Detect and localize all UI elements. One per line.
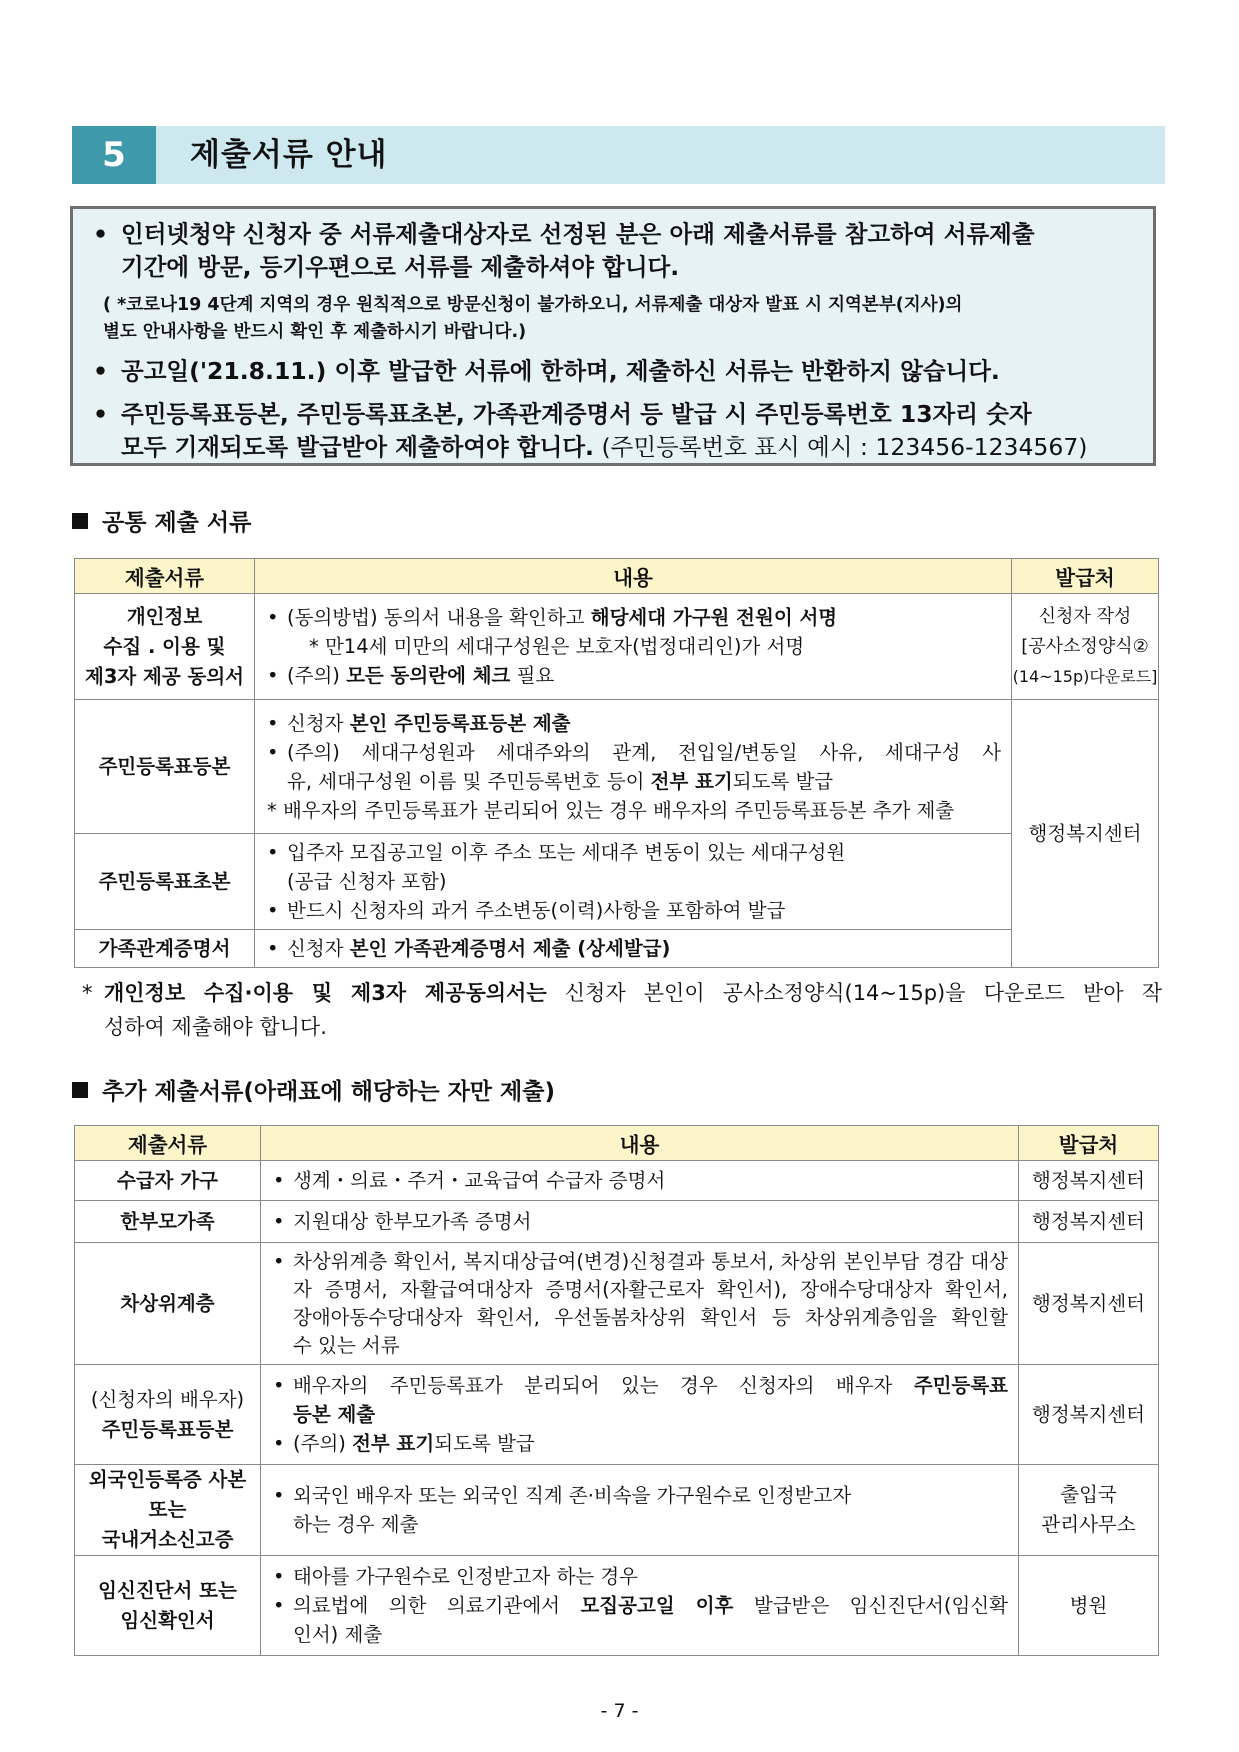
notice-item-1-line-2: 기간에 방문, 등기우편으로 서류를 제출하셔야 합니다. bbox=[121, 253, 680, 281]
content-line bbox=[273, 1429, 1008, 1458]
content-line bbox=[267, 934, 1001, 963]
text: 배우자의 주민등록표가 분리되어 있는 경우 신청자의 배우자 bbox=[293, 1374, 914, 1397]
content-single-parent bbox=[261, 1201, 1019, 1243]
doc-family-relation: 가족관계증명서 bbox=[75, 930, 255, 968]
issuer-line: [공사소정양식② bbox=[1021, 635, 1149, 657]
bold-text: 모든 동의란에 체크 bbox=[346, 664, 511, 687]
issuer-line: 신청자 작성 bbox=[1038, 605, 1132, 627]
doc-line: (신청자의 배우자) bbox=[90, 1387, 245, 1411]
bold-text: 해당세대 가구원 전원이 서명 bbox=[590, 606, 838, 629]
content-line: (공급 신청자 포함) bbox=[287, 870, 447, 893]
table-row bbox=[75, 1201, 1159, 1243]
header-doc: 제출서류 bbox=[75, 1126, 261, 1161]
bullet-icon: • bbox=[93, 400, 109, 428]
notice-item-3-example: (주민등록번호 표시 예시 : 123456-1234567) bbox=[593, 433, 1088, 461]
issuer-line: 출입국 bbox=[1060, 1483, 1117, 1506]
common-docs-heading bbox=[72, 504, 251, 537]
issuer-line: 관리사무소 bbox=[1041, 1513, 1136, 1536]
notice-item-3-line-1: 주민등록표등본, 주민등록표초본, 가족관계증명서 등 발급 시 주민등록번호 13자리 숫자 bbox=[121, 400, 1032, 428]
section-number: 5 bbox=[72, 126, 156, 184]
footnote-mark: * bbox=[82, 981, 93, 1005]
bold-text: 전부 표기 bbox=[650, 769, 733, 793]
text: 신청자 bbox=[287, 937, 350, 960]
doc-consent bbox=[75, 594, 255, 700]
text: 발급받은 임신진단서(임신확 bbox=[733, 1594, 1008, 1617]
content-recipient bbox=[261, 1161, 1019, 1201]
content-family-relation bbox=[255, 930, 1012, 968]
footnote-line-1 bbox=[104, 976, 1162, 1010]
content-line: • 지원대상 한부모가족 증명서 bbox=[273, 1207, 1008, 1236]
content-spouse-resident-copy bbox=[261, 1365, 1019, 1465]
text: 신청자 본인이 공사소정양식(14~15p)을 다운로드 받아 작 bbox=[546, 981, 1162, 1005]
bold-text: 등본 제출 bbox=[293, 1403, 376, 1426]
header-doc: 제출서류 bbox=[75, 559, 255, 594]
doc-line: 외국인등록증 사본 bbox=[88, 1468, 247, 1491]
notice-subnote bbox=[103, 292, 1123, 346]
header-content: 내용 bbox=[255, 559, 1012, 594]
doc-resident-abstract: 주민등록표초본 bbox=[75, 834, 255, 930]
doc-line: 수집 . 이용 및 bbox=[103, 634, 226, 658]
table-row bbox=[75, 1161, 1159, 1201]
content-line: 수 있는 서류 bbox=[293, 1333, 400, 1357]
text: 유, 세대구성원 이름 및 주민등록번호 등이 bbox=[287, 769, 651, 793]
doc-pregnancy bbox=[75, 1556, 261, 1656]
content-line: • 입주자 모집공고일 이후 주소 또는 세대주 변동이 있는 세대구성원 bbox=[267, 838, 1001, 867]
notice-subnote-line-2: 별도 안내사항을 반드시 확인 후 제출하시기 바랍니다.) bbox=[103, 322, 527, 342]
section-header bbox=[72, 126, 1165, 184]
table-row bbox=[75, 594, 1159, 700]
text: 필요 bbox=[510, 664, 555, 687]
content-line: • 차상위계층 확인서, 복지대상급여(변경)신청결과 통보서, 차상위 본인부담 경감 대상 bbox=[273, 1248, 1008, 1276]
square-bullet-icon bbox=[72, 1082, 88, 1098]
text: 신청자 bbox=[287, 711, 350, 735]
bullet-icon: • bbox=[93, 357, 109, 385]
header-issuer: 발급처 bbox=[1012, 559, 1159, 594]
content-line: * 만14세 미만의 세대구성원은 보호자(법정대리인)가 서명 bbox=[309, 635, 805, 658]
table-row bbox=[75, 700, 1159, 834]
content-resident-abstract bbox=[255, 834, 1012, 930]
issuer-near-poverty: 행정복지센터 bbox=[1019, 1243, 1159, 1365]
doc-single-parent: 한부모가족 bbox=[75, 1201, 261, 1243]
bold-text: 주민등록표 bbox=[913, 1374, 1008, 1397]
notice-subnote-line-1: ( *코로나19 4단계 지역의 경우 원칙적으로 방문신청이 불가하오니, 서류제출 대상자 발표 시 지역본부(지사)의 bbox=[103, 295, 963, 315]
issuer-line: (14~15p)다운로드] bbox=[1012, 666, 1158, 686]
header-issuer: 발급처 bbox=[1019, 1126, 1159, 1161]
content-line: • 태아를 가구원수로 인정받고자 하는 경우 bbox=[273, 1562, 1008, 1591]
content-near-poverty bbox=[261, 1243, 1019, 1365]
content-resident-copy bbox=[255, 700, 1012, 834]
bullet-icon: • bbox=[93, 220, 109, 248]
text: 되도록 발급 bbox=[434, 1432, 535, 1455]
notice-item-2-text: 공고일('21.8.11.) 이후 발급한 서류에 한하며, 제출하신 서류는 반환하지 않습니다. bbox=[121, 357, 1000, 385]
content-line: 인서) 제출 bbox=[293, 1623, 383, 1646]
issuer-spouse-resident-copy: 행정복지센터 bbox=[1019, 1365, 1159, 1465]
notice-item-3-line-2-bold: 모두 기재되도록 발급받아 제출하여야 합니다. bbox=[121, 433, 594, 461]
content-pregnancy bbox=[261, 1556, 1019, 1656]
doc-line: 주민등록표등본 bbox=[101, 1417, 234, 1441]
issuer-immigration bbox=[1019, 1465, 1159, 1556]
doc-recipient: 수급자 가구 bbox=[75, 1161, 261, 1201]
content-line: * 배우자의 주민등록표가 분리되어 있는 경우 배우자의 주민등록표등본 추가 제출 bbox=[267, 798, 955, 822]
table-header-row bbox=[75, 559, 1159, 594]
content-consent bbox=[255, 594, 1012, 700]
issuer-welfare-center: 행정복지센터 bbox=[1012, 700, 1159, 968]
table-row bbox=[75, 1243, 1159, 1365]
header-content: 내용 bbox=[261, 1126, 1019, 1161]
content-line: • 생계・의료・주거・교육급여 수급자 증명서 bbox=[273, 1166, 1008, 1195]
content-line: 장애아동수당대상자 확인서, 우선돌봄차상위 확인서 등 차상위계층임을 확인할 bbox=[293, 1305, 1008, 1329]
doc-foreigner-registration bbox=[75, 1465, 261, 1556]
content-line: 하는 경우 제출 bbox=[293, 1513, 419, 1536]
section-title: 제출서류 안내 bbox=[190, 137, 388, 173]
content-foreigner-registration bbox=[261, 1465, 1019, 1556]
content-line bbox=[267, 709, 1001, 738]
footnote-line-2: 성하여 제출해야 합니다. bbox=[104, 1015, 327, 1039]
doc-line: 또는 bbox=[148, 1498, 187, 1521]
content-line: 자 증명서, 자활급여대상자 증명서(자활근로자 확인서), 장애수당대상자 확인서, bbox=[293, 1277, 1008, 1301]
extra-docs-heading bbox=[72, 1073, 555, 1106]
doc-line: 개인정보 bbox=[126, 604, 203, 628]
text: 의료법에 의한 의료기관에서 bbox=[293, 1594, 581, 1617]
content-line: • (주의) 세대구성원과 세대주와의 관계, 전입일/변동일 사유, 세대구성 사 bbox=[267, 738, 1001, 767]
extra-docs-heading-text: 추가 제출서류(아래표에 해당하는 자만 제출) bbox=[102, 1079, 555, 1105]
content-line: • 외국인 배우자 또는 외국인 직계 존·비속을 가구원수로 인정받고자 bbox=[273, 1481, 1008, 1510]
bold-text: 전부 표기 bbox=[352, 1432, 435, 1455]
square-bullet-icon bbox=[72, 513, 88, 529]
doc-near-poverty: 차상위계층 bbox=[75, 1243, 261, 1365]
issuer-recipient: 행정복지센터 bbox=[1019, 1161, 1159, 1201]
common-docs-table bbox=[74, 558, 1159, 968]
common-docs-heading-text: 공통 제출 서류 bbox=[102, 510, 252, 536]
text: 되도록 발급 bbox=[732, 769, 834, 793]
bold-text: 모집공고일 이후 bbox=[580, 1594, 734, 1617]
page-number: - 7 - bbox=[600, 1700, 639, 1722]
text: (주의) bbox=[293, 1432, 353, 1455]
issuer-consent bbox=[1012, 594, 1159, 700]
content-line bbox=[267, 603, 1001, 632]
bold-text: 개인정보 수집·이용 및 제3자 제공동의서는 bbox=[104, 981, 547, 1005]
table-row bbox=[75, 1556, 1159, 1656]
issuer-single-parent: 행정복지센터 bbox=[1019, 1201, 1159, 1243]
notice-item-1-line-1: 인터넷청약 신청자 중 서류제출대상자로 선정된 분은 아래 제출서류를 참고하여 서류제출 bbox=[121, 220, 1035, 248]
table-row bbox=[75, 1465, 1159, 1556]
doc-line: 임신진단서 또는 bbox=[98, 1578, 237, 1602]
content-line bbox=[267, 661, 1001, 690]
doc-line: 제3자 제공 동의서 bbox=[84, 664, 244, 688]
doc-resident-copy: 주민등록표등본 bbox=[75, 700, 255, 834]
notice-box bbox=[70, 206, 1156, 466]
content-line bbox=[273, 1371, 1008, 1400]
doc-line: 임신확인서 bbox=[120, 1608, 215, 1632]
text: (동의방법) 동의서 내용을 확인하고 bbox=[287, 606, 591, 629]
content-line bbox=[267, 767, 1001, 796]
doc-spouse-resident-copy bbox=[75, 1365, 261, 1465]
content-line: • 반드시 신청자의 과거 주소변동(이력)사항을 포함하여 발급 bbox=[267, 896, 1001, 925]
table-header-row bbox=[75, 1126, 1159, 1161]
extra-docs-table bbox=[74, 1125, 1159, 1656]
text: (주의) bbox=[287, 664, 347, 687]
issuer-hospital: 병원 bbox=[1019, 1556, 1159, 1656]
content-line bbox=[273, 1591, 1008, 1620]
bold-text: 본인 주민등록표등본 제출 bbox=[349, 711, 571, 735]
doc-line: 국내거소신고증 bbox=[101, 1528, 234, 1551]
bold-text: 본인 가족관계증명서 제출 (상세발급) bbox=[349, 937, 671, 960]
table-row bbox=[75, 834, 1159, 930]
table-row bbox=[75, 930, 1159, 968]
table-row bbox=[75, 1365, 1159, 1465]
